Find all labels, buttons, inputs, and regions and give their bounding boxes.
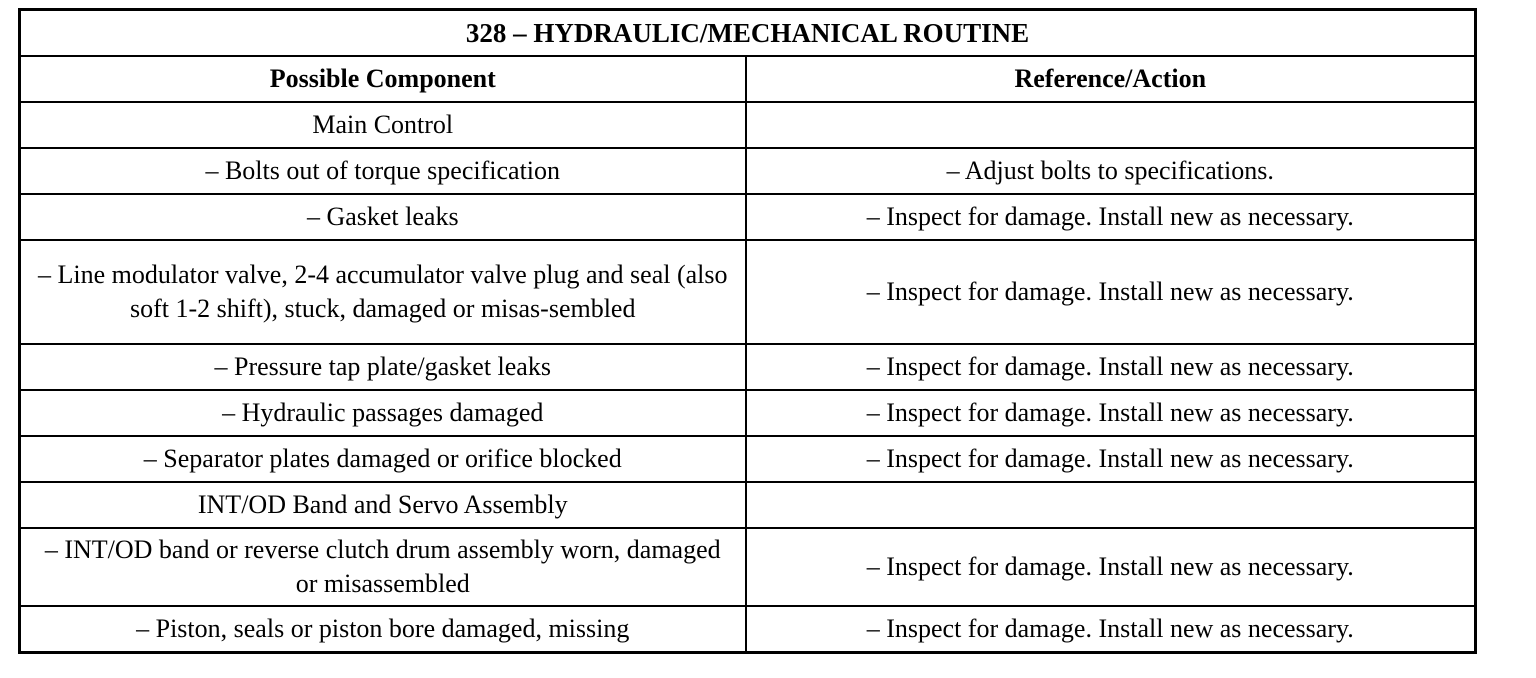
- component-cell: INT/OD Band and Servo Assembly: [20, 482, 746, 528]
- component-cell: – Piston, seals or piston bore damaged, missing: [20, 606, 746, 653]
- component-cell: Main Control: [20, 102, 746, 148]
- action-cell: – Inspect for damage. Install new as necessary.: [746, 240, 1476, 344]
- table-row: [20, 436, 1476, 482]
- component-cell: – Bolts out of torque specification: [20, 148, 746, 194]
- action-cell: – Inspect for damage. Install new as necessary.: [746, 194, 1476, 240]
- action-cell: – Inspect for damage. Install new as necessary.: [746, 528, 1476, 606]
- component-cell: – Pressure tap plate/gasket leaks: [20, 344, 746, 390]
- component-cell: – Separator plates damaged or orifice blocked: [20, 436, 746, 482]
- table-row: [20, 148, 1476, 194]
- table-row: [20, 528, 1476, 606]
- table-row: [20, 606, 1476, 653]
- action-cell: [746, 102, 1476, 148]
- table-row: [20, 194, 1476, 240]
- component-cell: – Hydraulic passages damaged: [20, 390, 746, 436]
- table-row: [20, 482, 1476, 528]
- routine-table: [18, 8, 1477, 654]
- component-cell: – INT/OD band or reverse clutch drum assembly worn, damaged or misassembled: [20, 528, 746, 606]
- action-cell: – Inspect for damage. Install new as necessary.: [746, 606, 1476, 653]
- action-cell: – Inspect for damage. Install new as necessary.: [746, 436, 1476, 482]
- table-title: 328 – HYDRAULIC/MECHANICAL ROUTINE: [20, 10, 1476, 57]
- column-header-component: Possible Component: [20, 56, 746, 102]
- table-row: [20, 240, 1476, 344]
- column-header-action: Reference/Action: [746, 56, 1476, 102]
- action-cell: – Adjust bolts to specifications.: [746, 148, 1476, 194]
- table-title-row: [20, 10, 1476, 57]
- routine-document: [18, 8, 1474, 654]
- action-cell: [746, 482, 1476, 528]
- table-row: [20, 344, 1476, 390]
- component-cell: – Line modulator valve, 2-4 accumulator valve plug and seal (also soft 1-2 shift), stuck, damaged or misas-sembled: [20, 240, 746, 344]
- action-cell: – Inspect for damage. Install new as necessary.: [746, 390, 1476, 436]
- table-row: [20, 390, 1476, 436]
- table-header-row: [20, 56, 1476, 102]
- table-row: [20, 102, 1476, 148]
- action-cell: – Inspect for damage. Install new as necessary.: [746, 344, 1476, 390]
- component-cell: – Gasket leaks: [20, 194, 746, 240]
